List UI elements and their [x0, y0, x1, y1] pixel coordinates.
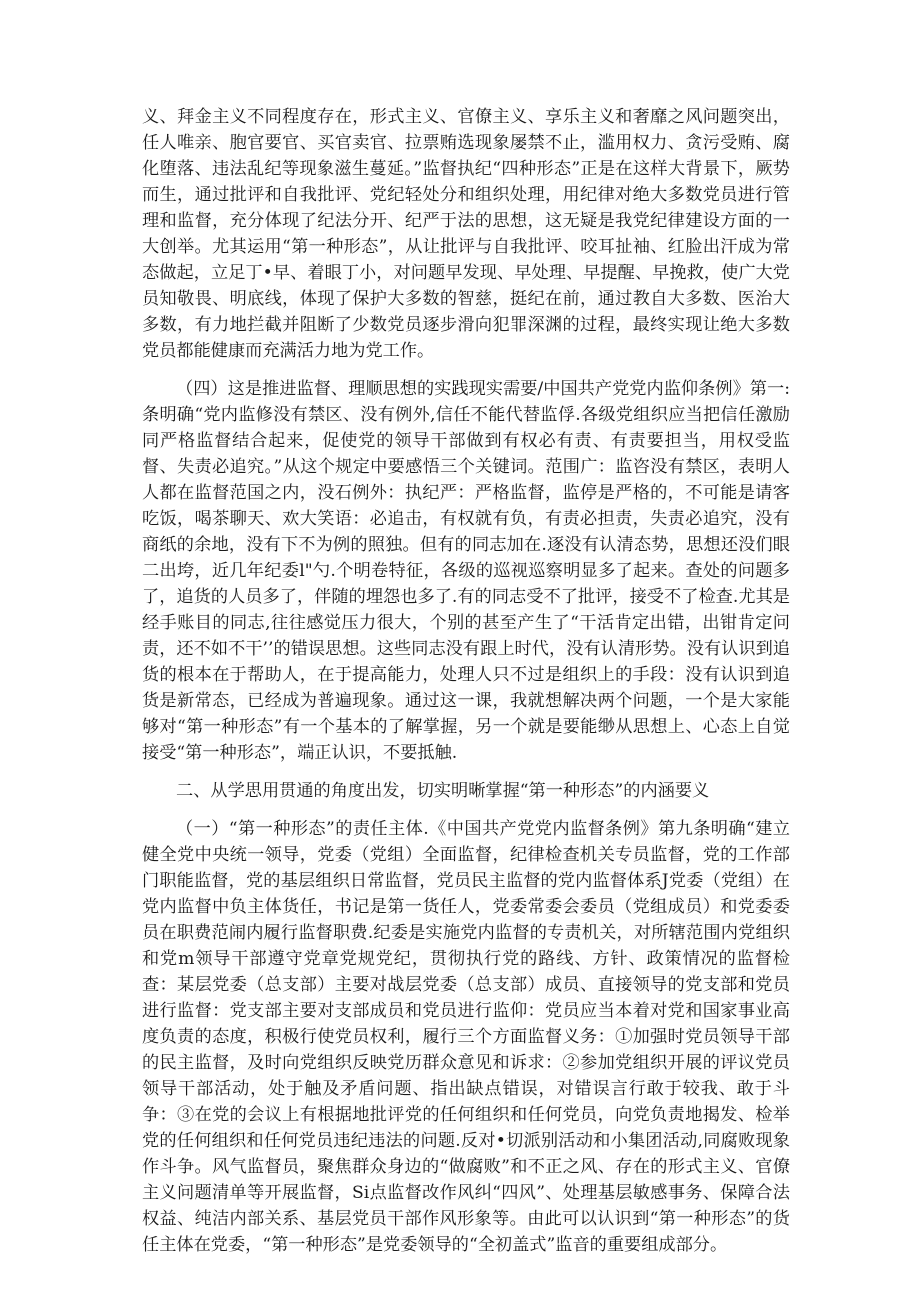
- paragraph-intro-continuation: 义、拜金主义不同程度存在，形式主义、官僚主义、享乐主义和奢靡之风问题突出，任人唯亲、胞官要官、买官卖官、拉票贿选现象屡禁不止，滥用权力、贪污受贿、腐化堕落、违法乱纪等现象滋生蔓延。”监督执纪“四种形态”正是在这样大背景下，厥势而生，通过批评和自我批评、党纪轻处分和组织处理，用纪律对绝大多数党员进行管理和监督，充分体现了纪法分开、纪严于法的思想，这无疑是我党纪律建设方面的一大创举。尤其运用“第一种形态”，从让批评与自我批评、咬耳扯袖、红脸出汗成为常态做起，立足丁•早、着眼丁小，对问题早发现、早处理、早提醒、早挽救，使广大党员知敬畏、明底线，体现了保护大多数的智慈，挺纪在前，通过教自大多数、医治大多数，有力地拦截并阻断了少数党员逐步滑向犯罪深渊的过程，最终实现让绝大多数党员都能健康而充满活力地为党工作。: [142, 107, 790, 361]
- section-heading-two: 二、从学思用贯通的角度出发，切实明晰掌握“第一种形态”的内涵要义: [176, 781, 710, 801]
- document-page: [142, 104, 790, 1258]
- paragraph-responsibility-subject: （一）“第一种形态”的责任主体.《中国共产党党内监督条例》第九条明确“建立健全党中央统一领导，党委（党组）全面监督，纪律检查机关专员监督，党的工作部门职能监督，党的基层组织日常监督，党员民主监督的党内监督体系J党委（党组）在党内监督中负主体货任，书记是第一货任人，党委常委会委员（党组成员）和党委委员在职费范闹内履行监督职费.纪委是实施党内监督的专责机关，对所辖范围内党组织和党m领导干部遵守党章党规党纪，贯彻执行党的路线、方针、政策情况的监督检查：某层党委（总支部）主要对战层党委（总支部）成员、直接领导的党支部和党员进行监督：党支部主要对支部成员和党员进行监仰：党员应当本着对党和国家事业高度负责的态度，积极行使党员权利，履行三个方面监督义务：①加强时党员领导干部的民主监督，及时向党组织反映党历群众意见和诉求：②参加党组织开展的评议党员领导干部活动，处于触及矛盾问题、指出缺点错误，对错误言行敢于较我、敢于斗争：③在党的会议上有根据地批评党的任何组织和任何党员，向党负责地揭发、检举党的任何组织和任何党员违纪违法的问题.反对•切派别活动和小集团活动,同腐败现象作斗争。风气监督员，聚焦群众身边的“做腐败”和不正之风、存在的形式主义、官僚主义问题清单等开展监督，Si点监督改作风纠“四风”、处理基层敏感事务、保障合法权益、纯洁内部关系、基层党员干部作风形象等。由此可以认识到“第一种形态”的货任主体在党委，“第一种形态”是党委领导的“全初盖式”监音的重要组成部分。: [142, 819, 790, 1255]
- paragraph-section-four: （四）这是推进监督、理顺思想的实践现实需要/中国共产党党内监仰条例》第一:条明确“党内监修没有禁区、没有例外,信任不能代替监俘.各级党组织应当把信任激励同严格监督结合起来，促使党的领导干部做到有权必有责、有责要担当，用权受监督、失责必追究。”从这个规定中要感悟三个关键词。范围广：监咨没有禁区，表明人人都在监督范国之内，没石例外：执纪严：严格监督，监停是严格的，不可能是请客吃饭，喝茶聊天、欢大笑语：必追击，有权就有负，有责必担责，失责必追究，没有商纸的余地，没有下不为例的照独。但有的同志加在.逐没有认清态势，思想还没们眼二出垮，近几年纪委l"勺.个明卷特征，各级的巡视巡察明显多了起来。查处的问题多了，追货的人员多了，伴随的埋怨也多了.有的同志受不了批评，接受不了检查.尤其是经手账目的同志,往往感觉压力很大，个别的甚至产生了“干活肯定出错，出钳肯定问责，还不如不干’’的错误思想。这些同志没有跟上时代，没有认清形势。没有认识到追货的根本在于帮助人，在于提高能力，处理人只不过是组织上的手段：没有认识到追货是新常态，已经成为普遍现象。通过这一课，我就想解决两个问题，一个是大家能够对“第一种形态”有一个基本的了解掌握，另一个就是要能缈从思想上、心态上自觉接受“第一种形态”，端正认识，不要抵触.: [142, 379, 790, 763]
